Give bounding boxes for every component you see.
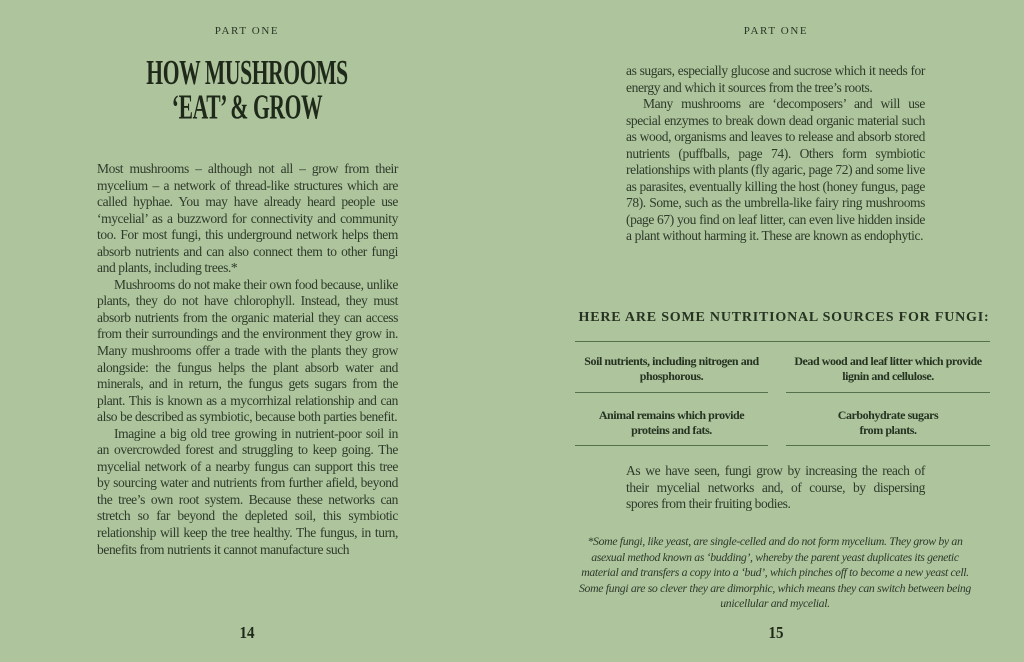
nutrition-source-text: Soil nutrients, including nitrogen and phosphorous. bbox=[584, 354, 759, 383]
divider-line-bottom-right bbox=[786, 445, 990, 446]
nutrition-section-heading: HERE ARE SOME NUTRITIONAL SOURCES FOR FUNGI: bbox=[578, 310, 990, 325]
page-number-right: 15 bbox=[768, 624, 784, 643]
paragraph: Mushrooms do not make their own food because, unlike plants, they do not have chlorophyll. Instead, they must absorb nutrients from the organic material they can access from their surroundings and the environment they grow in. Many mushrooms offer a trade with the plants they grow alongside: the fungus helps the plant absorb water and minerals, and in return, the fungus gets sugars from the plant. This is known as a mycorrhizal relationship and can also be described as symbiotic, because both parties benefit. bbox=[97, 276, 398, 425]
body-text-right bbox=[626, 63, 925, 245]
chapter-title-line-2: ‘EAT’ & GROW bbox=[171, 88, 323, 127]
page-number-left: 14 bbox=[239, 624, 255, 643]
nutrition-source-cell bbox=[575, 354, 768, 383]
divider-line-bottom-left bbox=[575, 445, 768, 446]
paragraph: Many mushrooms are ‘decomposers’ and will use special enzymes to break down dead organic material such as wood, organisms and leaves to release and absorb stored nutrients (puffballs, page 74). Others form symbiotic relationships with plants (fly agaric, page 72) and some live as parasites, eventually killing the host (honey fungus, page 78). Some, such as the umbrella-like fairy ring mushrooms (page 67) you find on leaf litter, can even live hidden inside a plant without harming it. These are known as endophytic. bbox=[626, 96, 925, 244]
running-header-left: PART ONE bbox=[214, 25, 280, 37]
divider-line-middle-left bbox=[575, 392, 768, 393]
divider-line-middle-right bbox=[786, 392, 990, 393]
nutrition-source-cell bbox=[786, 408, 990, 437]
closing-paragraph: As we have seen, fungi grow by increasing the reach of their mycelial networks and, of course, by dispersing spores from their fruiting bodies. bbox=[626, 463, 925, 512]
nutrition-source-text: Dead wood and leaf litter which provide lignin and cellulose. bbox=[794, 354, 982, 383]
nutrition-source-text: Animal remains which provide proteins and fats. bbox=[598, 408, 745, 437]
chapter-title bbox=[127, 53, 367, 127]
nutrition-source-cell bbox=[575, 408, 768, 437]
paragraph: Imagine a big old tree growing in nutrient-poor soil in an overcrowded forest and struggling to keep going. The mycelial network of a nearby fungus can support this tree by sourcing water and nutrients from further afield, beyond the tree’s own root system. Because these networks can stretch so far beyond the depleted soil, this symbiotic relationship will keep the tree healthy. The fungus, in turn, benefits from nutrients it cannot manufacture such bbox=[97, 425, 398, 557]
divider-line-top bbox=[575, 341, 990, 342]
chapter-title-line-1: HOW MUSHROOMS bbox=[146, 53, 348, 92]
nutrition-source-cell bbox=[786, 354, 990, 383]
footnote: *Some fungi, like yeast, are single-celled and do not form mycelium. They grow by an asexual method known as ‘budding’, whereby the parent yeast duplicates its genetic material and transfers a copy into a ‘bud’, which pinches off to become a new yeast cell. Some fungi are so clever they are dimorphic, which means they can switch between being unicellular and mycelial. bbox=[579, 534, 971, 611]
paragraph: as sugars, especially glucose and sucrose which it needs for energy and which it sources from the tree’s roots. bbox=[626, 63, 925, 95]
paragraph: Most mushrooms – although not all – grow from their mycelium – a network of thread-like structures which are called hyphae. You may have already heard people use ‘mycelial’ as a buzzword for connectivity and community too. For most fungi, this underground network helps them absorb nutrients and can also connect them to other fungi and plants, including trees.* bbox=[97, 161, 398, 276]
running-header-right: PART ONE bbox=[743, 25, 809, 37]
nutrition-source-text: Carbohydrate sugars from plants. bbox=[837, 408, 939, 437]
body-text-left bbox=[97, 161, 398, 558]
